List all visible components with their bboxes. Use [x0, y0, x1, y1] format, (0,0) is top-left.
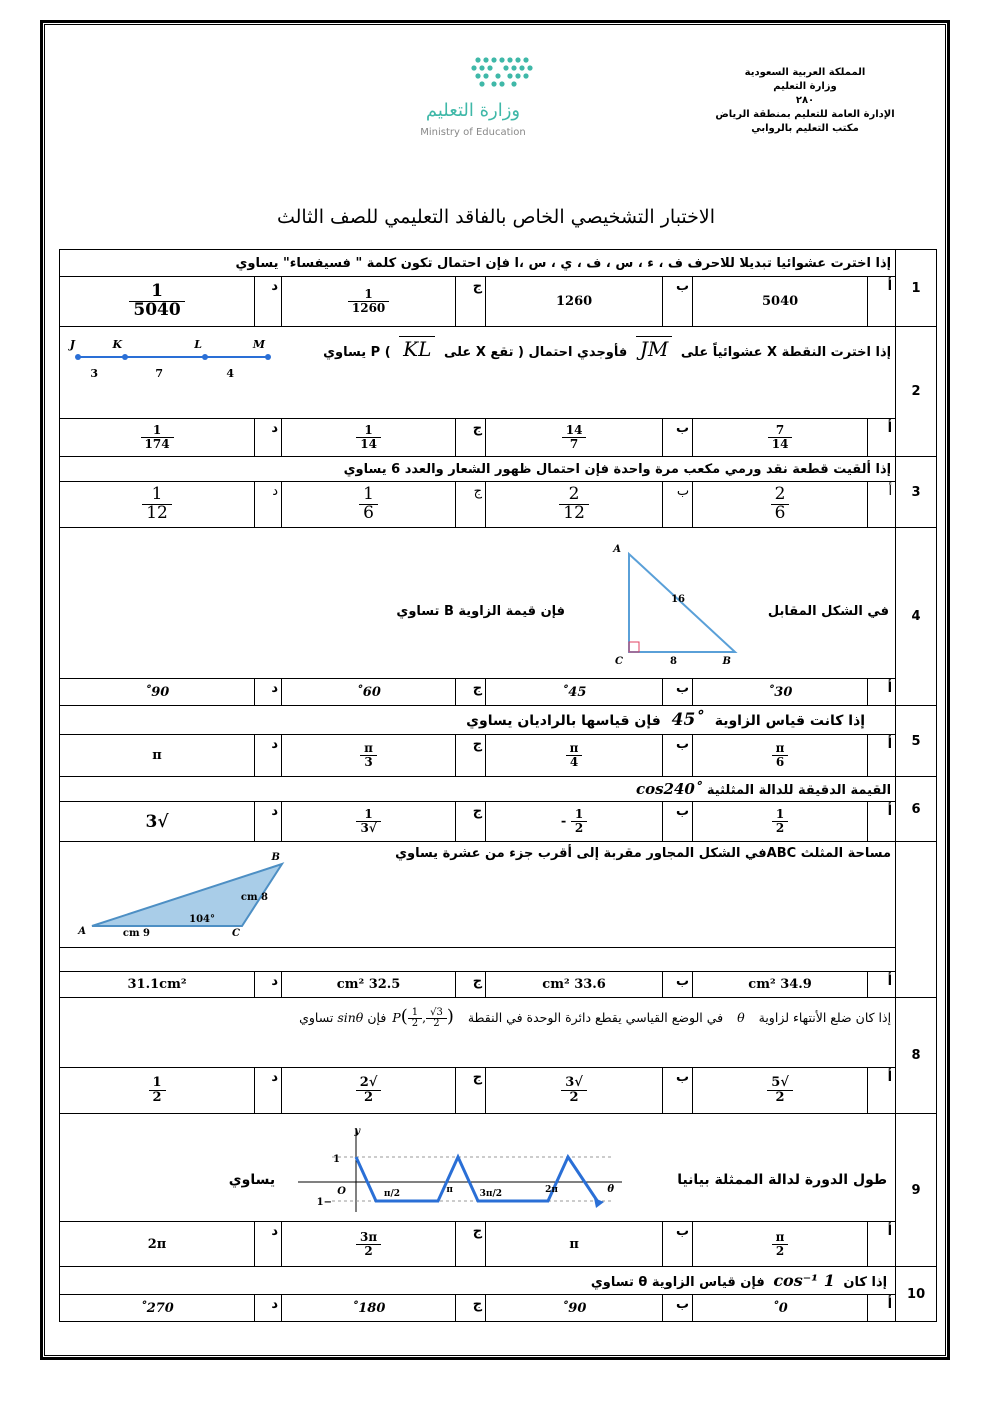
length-label: 4	[226, 367, 234, 380]
option-label-a: أ	[868, 679, 896, 706]
option-a[interactable]	[693, 735, 868, 777]
option-label-d: د	[255, 482, 282, 528]
option-label-b: ب	[663, 1068, 693, 1114]
question-number: 3	[896, 457, 937, 528]
question-number: 10	[896, 1267, 937, 1322]
option-label-c: ج	[456, 679, 486, 706]
option-b[interactable]	[486, 802, 663, 842]
option-label-a: أ	[868, 972, 896, 998]
header-line: وزارة التعليم	[773, 81, 837, 92]
option-label-a: أ	[868, 735, 896, 777]
header-line: الإدارة العامة للتعليم بمنطقة الرياض	[715, 109, 895, 120]
header-ministry-text	[710, 66, 900, 136]
periodic-graph-figure	[292, 1120, 632, 1216]
option-label-a: أ	[868, 1222, 896, 1267]
numerator: π	[364, 741, 373, 756]
option-c[interactable]	[282, 482, 456, 528]
tick-label: π	[446, 1185, 453, 1195]
spacer-cell	[60, 948, 896, 972]
question-number: 1	[896, 250, 937, 327]
logo-english-text: Ministry of Education	[420, 127, 526, 138]
header-line: ٢٨٠	[795, 95, 815, 106]
vertex-label: A	[613, 544, 621, 555]
option-c[interactable]	[282, 277, 456, 327]
answers-row	[60, 482, 937, 528]
question-number: 4	[896, 528, 937, 706]
numerator: 1	[775, 807, 785, 822]
question-text: إذا ألقيت قطعة نقد ورمي مكعب مرة واحدة فإن احتمال ظهور الشعار والعدد 6 يساوي	[60, 457, 896, 482]
option-a[interactable]	[693, 482, 868, 528]
question-text-part: تساوي	[299, 1010, 334, 1025]
denominator: 14	[768, 437, 793, 451]
question-3-row	[60, 457, 937, 482]
question-number: 9	[896, 1114, 937, 1267]
question-number-empty	[896, 842, 937, 998]
right-triangle-figure	[615, 542, 745, 667]
option-c[interactable]: 180˚	[282, 1295, 456, 1322]
option-d[interactable]	[60, 1068, 255, 1114]
question-9-row	[60, 1114, 937, 1222]
option-label-a: أ	[868, 1068, 896, 1114]
ministry-logo	[408, 52, 538, 147]
question-text	[60, 706, 896, 735]
question-text-part: إذا كان ضلع الأنتهاء لزاوية	[758, 1010, 892, 1025]
sin-expression: sinθ	[337, 1010, 364, 1025]
answers-row	[60, 972, 937, 998]
question-text-part: في الشكل المقابل	[767, 604, 890, 619]
denominator: 2	[571, 821, 587, 835]
denominator: 2	[149, 1090, 166, 1105]
numerator: 1	[152, 1075, 162, 1091]
question-text	[60, 842, 896, 948]
numerator: 1	[151, 281, 163, 302]
answers-row	[60, 419, 937, 457]
denominator: 2	[408, 1018, 422, 1030]
vertex-label: B	[271, 852, 280, 863]
header-line: المملكة العربية السعودية	[744, 67, 866, 78]
option-label-b: ب	[663, 972, 693, 998]
question-number: 2	[896, 327, 937, 457]
option-c[interactable]	[282, 735, 456, 777]
segment-kl: KL	[399, 336, 435, 361]
option-b[interactable]: 1260	[486, 277, 663, 327]
question-4-row	[60, 528, 937, 679]
point-label: J	[69, 338, 75, 351]
option-label-b: ب	[663, 735, 693, 777]
numerator: 1	[574, 807, 584, 822]
denominator: 2	[772, 1244, 789, 1258]
denominator: 6	[359, 504, 378, 523]
numerator: 1	[364, 287, 373, 302]
point-label: L	[194, 338, 202, 351]
answers-row	[60, 679, 937, 706]
numerator: 1	[364, 807, 373, 822]
axis-label: O	[337, 1186, 346, 1197]
option-label-b: ب	[663, 679, 693, 706]
question-text-part: فأوجدي احتمال ( تقع X على	[443, 345, 628, 360]
side-label: 8	[670, 656, 677, 667]
option-label-d: د	[255, 277, 282, 327]
tick-label: π/2	[383, 1189, 400, 1199]
option-label-d: د	[255, 1068, 282, 1114]
spacer-row	[60, 948, 937, 972]
question-7-row	[60, 842, 937, 948]
option-c[interactable]: 32.5 cm²	[282, 972, 456, 998]
numerator: π	[569, 741, 579, 756]
answers-row	[60, 802, 937, 842]
denominator: 1260	[348, 301, 389, 315]
numerator: √3	[565, 1075, 583, 1091]
option-b[interactable]	[486, 735, 663, 777]
option-c[interactable]	[282, 419, 456, 457]
question-text-part: إذا كانت قياس الزاوية	[714, 713, 866, 729]
vertex-label: A	[78, 926, 86, 937]
denominator: 7	[562, 437, 587, 451]
page-title: الاختبار التشخيصي الخاص بالفاقد التعليمي للصف الثالث	[276, 206, 716, 228]
question-text-part: القيمة الدقيقة للدالة المثلثية	[706, 783, 892, 798]
tick-label: −1	[316, 1197, 332, 1208]
minus-sign: -	[560, 814, 567, 829]
option-a[interactable]: 34.9 cm²	[693, 972, 868, 998]
option-label-a: أ	[868, 419, 896, 457]
option-label-b: ب	[663, 277, 693, 327]
answers-row	[60, 277, 937, 327]
option-c[interactable]	[282, 802, 456, 842]
option-label-c: ج	[456, 1068, 486, 1114]
tick-label: 1	[333, 1154, 340, 1165]
question-text: إذا اخترت عشوائيا تبديلا للاحرف ف ، ء ، س ، ف ، ي ، س ،ا فإن احتمال تكون كلمة " فسيفساء" يساوي	[60, 250, 896, 277]
axis-label: y	[354, 1126, 360, 1137]
numerator: 1	[363, 484, 374, 505]
numerator: √2	[359, 1075, 378, 1091]
option-c[interactable]: 60˚	[282, 679, 456, 706]
option-d[interactable]: √3	[60, 802, 255, 842]
question-text	[60, 1114, 896, 1222]
questions-table	[59, 249, 937, 1322]
theta-symbol: θ	[737, 1010, 745, 1025]
denominator: 6	[771, 504, 790, 523]
tick-label: 3π/2	[479, 1189, 502, 1199]
option-label-c: ج	[456, 1295, 486, 1322]
question-text	[60, 327, 896, 419]
option-b[interactable]: π	[486, 1222, 663, 1267]
segment-jm: JM	[636, 336, 673, 361]
numerator: π	[775, 1229, 785, 1244]
option-label-d: د	[255, 419, 282, 457]
option-label-a: أ	[868, 802, 896, 842]
numerator: 14	[565, 423, 583, 438]
option-label-b: ب	[663, 1295, 693, 1322]
option-a[interactable]: 5040	[693, 277, 868, 327]
numerator: 1	[152, 423, 162, 438]
option-a[interactable]	[693, 802, 868, 842]
option-label-c: ج	[456, 972, 486, 998]
question-6-row	[60, 777, 937, 802]
question-text-part: إذا كان	[843, 1275, 888, 1290]
option-label-d: د	[255, 679, 282, 706]
option-d[interactable]: 270˚	[60, 1295, 255, 1322]
vertex-label: C	[615, 656, 623, 667]
answers-row	[60, 735, 937, 777]
denominator: 2	[772, 821, 788, 835]
option-label-c: ج	[456, 419, 486, 457]
denominator: 12	[559, 504, 589, 523]
question-8-row	[60, 998, 937, 1068]
question-text	[60, 528, 896, 679]
option-b[interactable]: 90˚	[486, 1295, 663, 1322]
option-a[interactable]	[693, 1068, 868, 1114]
question-text-part: مساحة المثلث ABCفي الشكل المجاور مقربة إلى أقرب جزء من عشرة يساوي	[395, 846, 892, 861]
option-label-a: أ	[868, 277, 896, 327]
denominator: 2	[426, 1018, 447, 1030]
option-label-d: د	[255, 735, 282, 777]
question-number: 6	[896, 777, 937, 842]
numerator: 3π	[360, 1229, 378, 1244]
question-text: إذا كان ضلع الأنتهاء لزاوية θ في الوضع القياسي يقطع دائرة الوحدة في النقطة P( $\frac{1}{2}$ , $\frac{√3}{2}$ ) فإن sinθ تساوي	[60, 998, 896, 1068]
denominator: 174	[141, 437, 174, 451]
axis-label: θ	[607, 1184, 614, 1195]
numerator: √3	[430, 1006, 443, 1018]
denominator: 2	[561, 1090, 587, 1105]
option-label-d: د	[255, 1295, 282, 1322]
denominator: 2	[767, 1090, 793, 1105]
question-text-part: فإن قياسها بالراديان يساوي	[466, 713, 661, 729]
option-label-d: د	[255, 1222, 282, 1267]
question-text	[60, 1267, 896, 1295]
denominator: 12	[142, 504, 172, 523]
question-2-row	[60, 327, 937, 419]
option-b[interactable]: 45˚	[486, 679, 663, 706]
option-b[interactable]	[486, 482, 663, 528]
option-d[interactable]	[60, 419, 255, 457]
question-text-part: فإن	[367, 1010, 387, 1025]
answers-row	[60, 1295, 937, 1322]
question-text-part: يساوي	[228, 1172, 276, 1188]
option-label-c: ج	[456, 735, 486, 777]
number-line-figure	[70, 335, 275, 383]
angle-label: 104°	[189, 914, 215, 925]
numerator: 1	[364, 423, 373, 438]
question-number: 8	[896, 998, 937, 1114]
question-text-part: فإن قيمة الزاوية B تساوي	[396, 604, 566, 619]
length-label: 7	[155, 367, 163, 380]
numerator: 7	[775, 423, 785, 438]
option-label-c: ج	[456, 277, 486, 327]
denominator: 14	[356, 437, 381, 451]
point-label: M	[252, 338, 265, 351]
option-d[interactable]: 90˚	[60, 679, 255, 706]
denominator: 2	[356, 1244, 381, 1258]
length-label: 3	[90, 367, 98, 380]
denominator: 2	[356, 1090, 382, 1105]
option-label-c: ج	[456, 1222, 486, 1267]
answers-row	[60, 1222, 937, 1267]
obtuse-triangle-figure	[78, 848, 312, 939]
question-10-row	[60, 1267, 937, 1295]
point-label: K	[112, 338, 122, 351]
option-a[interactable]	[693, 419, 868, 457]
option-d[interactable]: 2π	[60, 1222, 255, 1267]
expression: cos240˚	[635, 780, 703, 798]
numerator: 1	[151, 484, 163, 505]
vertex-label: B	[722, 656, 731, 667]
denominator: √3	[356, 821, 380, 835]
option-a[interactable]: 0˚	[693, 1295, 868, 1322]
option-c[interactable]	[282, 1222, 456, 1267]
denominator: 3	[360, 755, 377, 769]
answers-row	[60, 1068, 937, 1114]
option-label-c: ج	[456, 802, 486, 842]
question-text	[60, 777, 896, 802]
denominator: 6	[772, 755, 789, 769]
option-label-b: ب	[663, 419, 693, 457]
option-label-a: أ	[868, 1295, 896, 1322]
option-label-b: ب	[663, 482, 693, 528]
numerator: 2	[774, 484, 786, 505]
option-d[interactable]: π	[60, 735, 255, 777]
option-label-b: ب	[663, 1222, 693, 1267]
option-d[interactable]	[60, 482, 255, 528]
option-d[interactable]: 31.1cm²	[60, 972, 255, 998]
header-line: مكتب التعليم بالروابي	[751, 123, 859, 134]
option-b[interactable]: 33.6 cm²	[486, 972, 663, 998]
question-text-part: فإن قياس الزاوية θ تساوي	[590, 1275, 765, 1290]
side-label: 16	[671, 594, 685, 605]
numerator: 2	[568, 484, 580, 505]
side-label: 9 cm	[122, 928, 150, 939]
option-label-c: ج	[456, 482, 486, 528]
question-text-part: ) P يساوي	[323, 345, 391, 360]
question-1-row	[60, 250, 937, 277]
option-b[interactable]	[486, 1068, 663, 1114]
option-b[interactable]	[486, 419, 663, 457]
option-label-a: أ	[868, 482, 896, 528]
expression: cos⁻¹ 1	[773, 1271, 835, 1290]
option-label-d: د	[255, 972, 282, 998]
numerator: √5	[771, 1075, 789, 1091]
numerator: π	[775, 741, 785, 756]
option-label-b: ب	[663, 802, 693, 842]
denominator: 4	[566, 755, 583, 769]
option-a[interactable]	[693, 1222, 868, 1267]
tick-label: 2π	[545, 1185, 558, 1195]
numerator: 1	[411, 1006, 419, 1018]
option-a[interactable]: 30˚	[693, 679, 868, 706]
point-p: P	[392, 1010, 401, 1025]
logo-arabic-text: وزارة التعليم	[425, 100, 521, 121]
angle-value: 45˚	[671, 710, 704, 730]
vertex-label: C	[232, 928, 240, 939]
option-d[interactable]	[60, 277, 255, 327]
denominator: 5040	[129, 301, 184, 320]
question-5-row	[60, 706, 937, 735]
question-number: 5	[896, 706, 937, 777]
question-text-part: في الوضع القياسي يقطع دائرة الوحدة في النقطة	[467, 1010, 724, 1025]
question-text-part: إذا اخترت النقطة X عشوائياً على	[680, 345, 892, 360]
option-label-d: د	[255, 802, 282, 842]
side-label: 8 cm	[240, 892, 268, 903]
question-text-part: طول الدورة لدالة الممثلة بيانيا	[677, 1172, 888, 1188]
option-c[interactable]	[282, 1068, 456, 1114]
